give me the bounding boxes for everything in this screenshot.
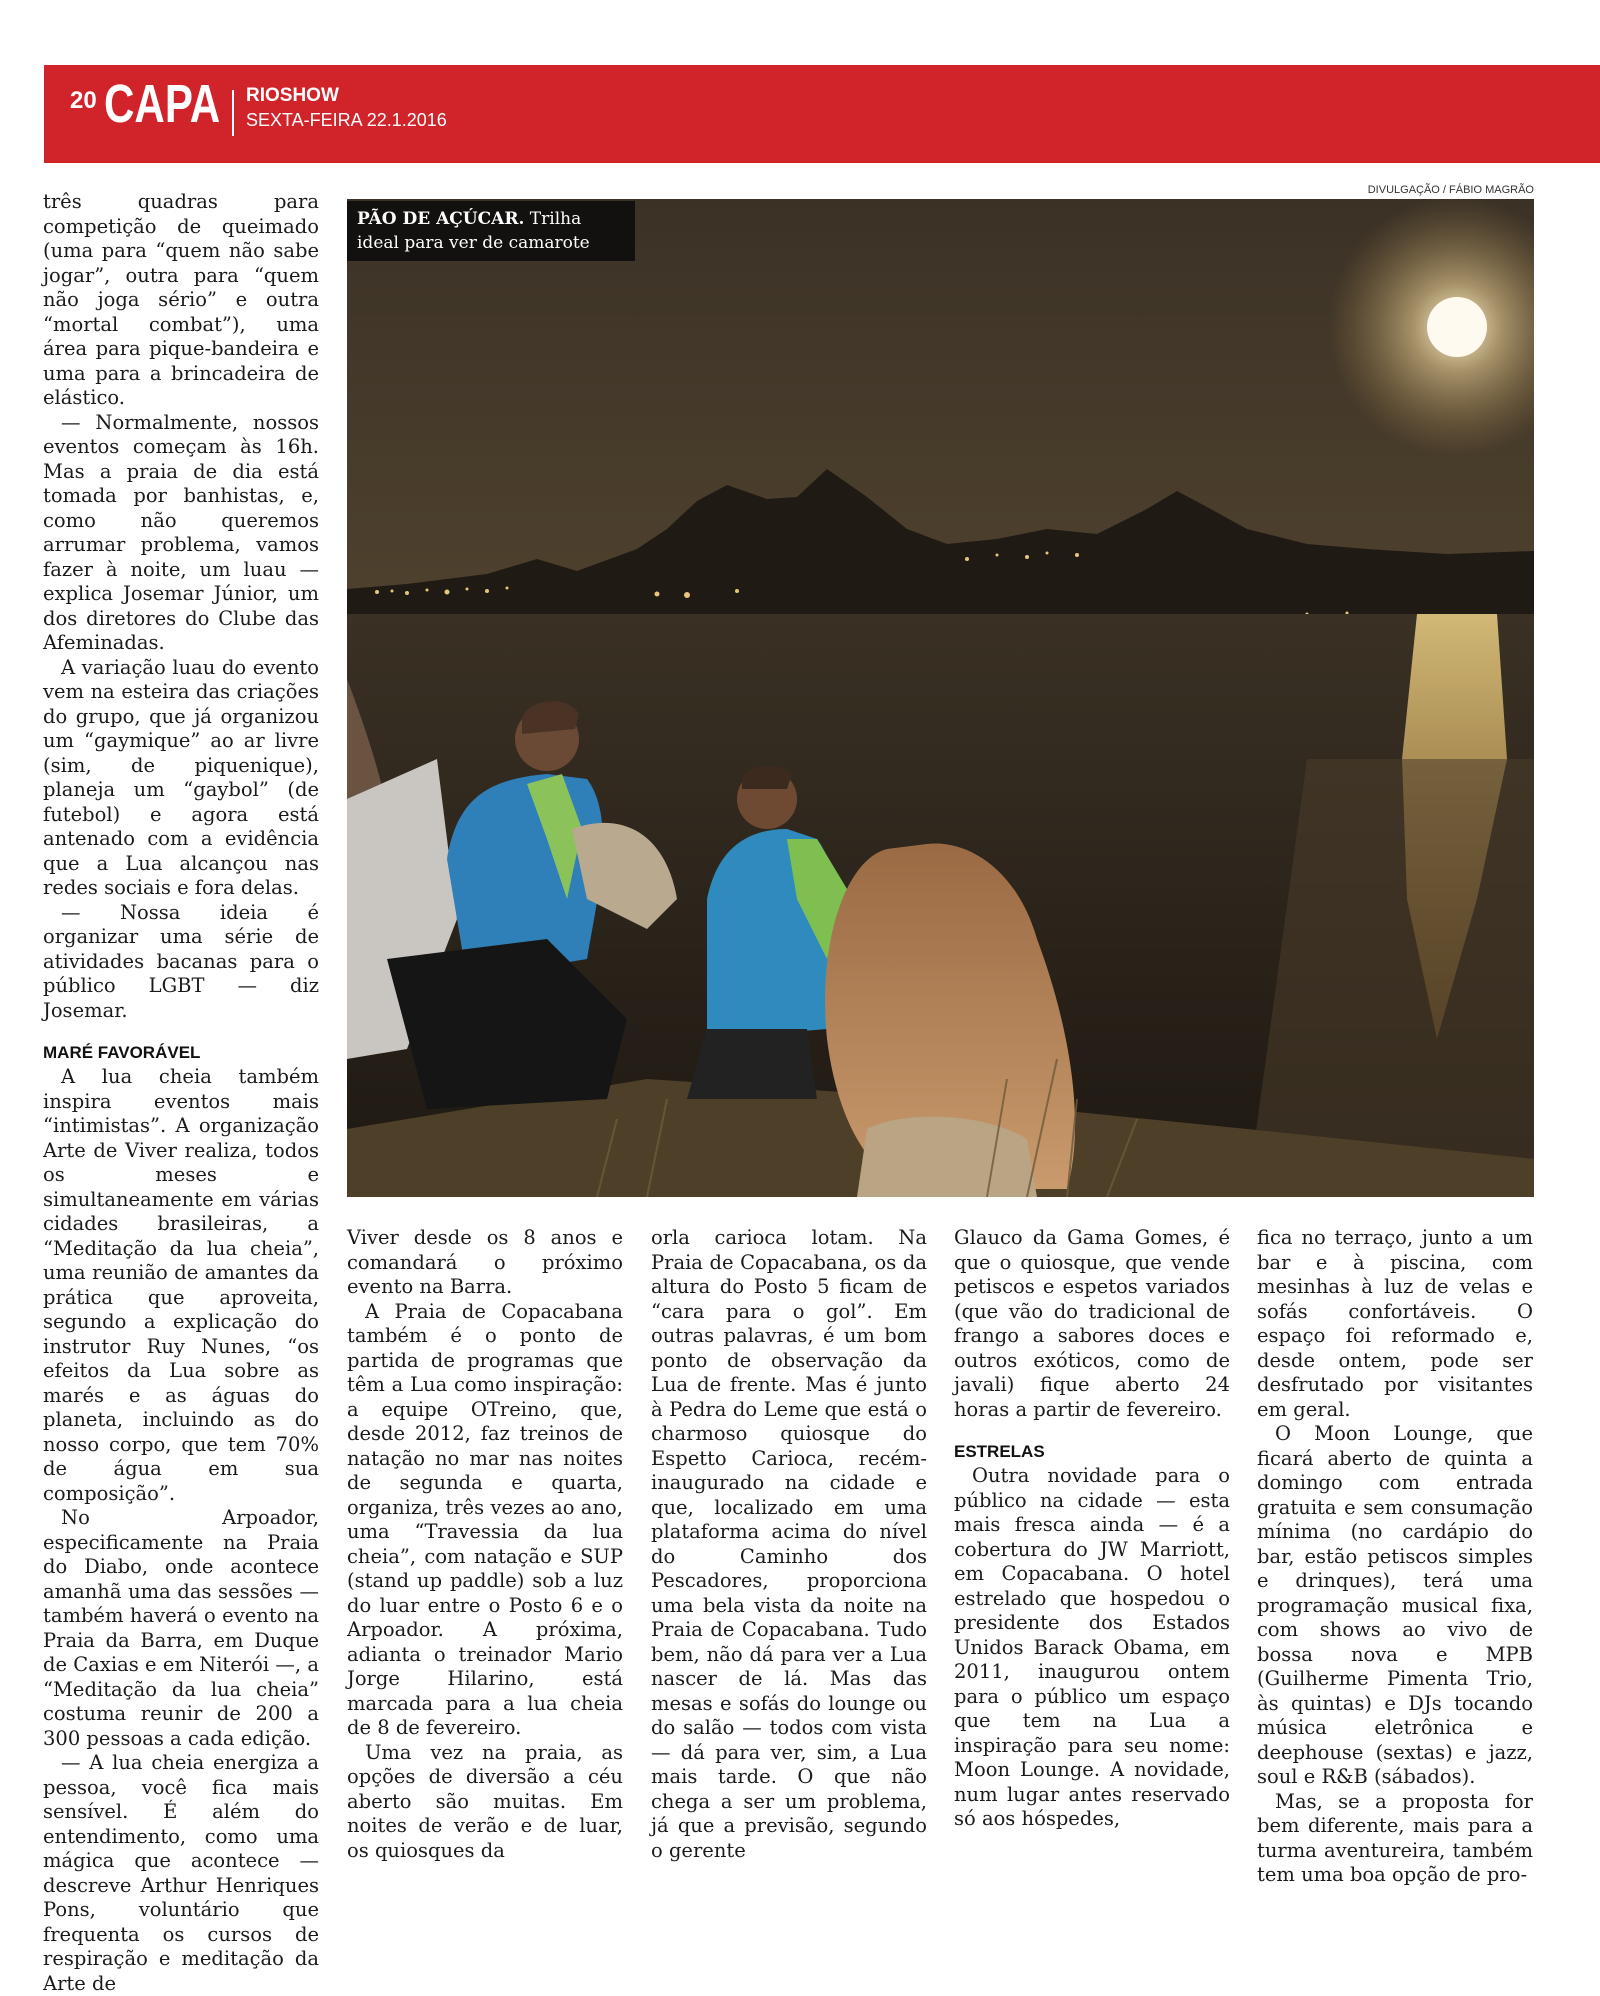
paragraph: O Moon Lounge, que ficará aberto de quinta a domingo com entrada gratuita e sem consumação mínima (no cardápio do bar, estão petiscos simples e drinques), terá uma programação musical fixa, com shows ao vivo de bossa nova e MPB (Guilherme Pimenta Trio, às quintas) e DJs tocando música eletrônica e deephouse (sextas) e jazz, soul e R&B (sábados). [1257, 1422, 1533, 1788]
paragraph: Viver desde os 8 anos e comandará o próximo evento na Barra. [347, 1226, 623, 1298]
photo-credit: DIVULGAÇÃO / FÁBIO MAGRÃO [1367, 184, 1534, 196]
article-column-2 [347, 1226, 623, 1863]
paragraph: Mas, se a proposta for bem diferente, mais para a turma aventureira, também tem uma boa opção de pro- [1257, 1789, 1533, 1886]
paragraph: — A lua cheia energiza a pessoa, você fica mais sensível. É além do entendimento, como uma mágica que acontece — descreve Arthur Henriques Pons, voluntário que frequenta os cursos de respiração e meditação da Arte de [43, 1751, 319, 1995]
article-column-3 [651, 1226, 927, 1863]
article-column-4 [954, 1226, 1230, 1832]
moonlight-photo [347, 199, 1534, 1197]
caption-text: Trilha ideal para ver de camarote [357, 209, 590, 253]
paragraph: No Arpoador, especificamente na Praia do Diabo, onde acontece amanhã uma das sessões — também haverá o evento na Praia da Barra, em Duque de Caxias e em Niterói —, a “Meditação da lua cheia” costuma reunir de 200 a 300 pessoas a cada edição. [43, 1506, 319, 1750]
paragraph: A Praia de Copacabana também é o ponto de partida de programas que têm a Lua como inspiração: a equipe OTreino, que, desde 2012, faz treinos de natação no mar nas noites de segunda e quarta, organiza, três vezes ao ano, uma “Travessia da lua cheia”, com natação e SUP (stand up paddle) sob a luz do luar entre o Posto 6 e o Arpoador. A próxima, adianta o treinador Mario Jorge Hilarino, está marcada para a lua cheia de 8 de fevereiro. [347, 1299, 623, 1739]
paragraph: Uma vez na praia, as opções de diversão a céu aberto são muitas. Em noites de verão e de luar, os quiosques da [347, 1740, 623, 1862]
paragraph: — Normalmente, nossos eventos começam às 16h. Mas a praia de dia está tomada por banhistas, e, como não queremos arrumar problema, vamos fazer à noite, um luau — explica Josemar Júnior, um dos diretores do Clube das Afeminadas. [43, 410, 319, 654]
subheading: ESTRELAS [954, 1442, 1045, 1461]
header-divider [232, 90, 234, 136]
paragraph: orla carioca lotam. Na Praia de Copacabana, os da altura do Posto 5 ficam de “cara para o gol”. Em outras palavras, é um bom ponto de observação da Lua de frente. Mas é junto à Pedra do Leme que está o charmoso quiosque do Espetto Carioca, recém-inaugurado na cidade e que, localizado em uma plataforma acima do nível do Caminho dos Pescadores, proporciona uma bela vista da noite na Praia de Copacabana. Tudo bem, não dá para ver a Lua nascer de lá. Mas das mesas e sofás do lounge ou do salão — todos com vista — dá para ver, sim, a Lua mais tarde. O que não chega a ser um problema, já que a previsão, segundo o gerente [651, 1226, 927, 1862]
section-title: CAPA [104, 74, 221, 134]
night-landscape-image [347, 199, 1534, 1197]
paragraph: três quadras para competição de queimado (uma para “quem não sabe jogar”, outra para “quem não joga sério” e outra “mortal combat”), uma área para pique-bandeira e uma para a brincadeira de elástico. [43, 190, 319, 409]
page-number: 20 [70, 87, 97, 114]
article-column-1 [43, 190, 319, 1996]
paragraph: Outra novidade para o público na cidade — esta mais fresca ainda — é a cobertura do JW Marriott, em Copacabana. O hotel estrelado que hospedou o presidente dos Estados Unidos Barack Obama, em 2011, inaugurou ontem para o público um espaço que tem na Lua a inspiração para seu nome: Moon Lounge. A novidade, num lugar antes reservado só aos hóspedes, [954, 1464, 1230, 1830]
paragraph: Glauco da Gama Gomes, é que o quiosque, que vende petiscos e espetos variados (que vão do tradicional de frango a sabores doces e outros exóticos, como de javali) fique aberto 24 horas a partir de fevereiro. [954, 1226, 1230, 1421]
photo-caption [347, 201, 635, 261]
page-header [44, 65, 1600, 163]
paragraph: A variação luau do evento vem na esteira das criações do grupo, que já organizou um “gaymique” ao ar livre (sim, de piquenique), planeja um “gaybol” (de futebol) e agora está antenado com a evidência que a Lua alcançou nas redes sociais e fora delas. [43, 655, 319, 899]
paragraph: A lua cheia também inspira eventos mais “intimistas”. A organização Arte de Viver realiza, todos os meses e simultaneamente em várias cidades brasileiras, a “Meditação da lua cheia”, uma reunião de amantes da prática que aproveita, segundo a explicação do instrutor Ruy Nunes, “os efeitos da Lua sobre as marés e as águas do planeta, incluindo as do nosso corpo, que tem 70% de água em sua composição”. [43, 1065, 319, 1505]
paragraph: fica no terraço, junto a um bar e à piscina, com mesinhas à luz de velas e sofás confortáveis. O espaço foi reformado e, desde ontem, pode ser desfrutado por visitantes em geral. [1257, 1226, 1533, 1421]
caption-lead: PÃO DE AÇÚCAR. [357, 209, 525, 229]
issue-date: SEXTA-FEIRA 22.1.2016 [246, 110, 447, 130]
paragraph: — Nossa ideia é organizar uma série de atividades bacanas para o público LGBT — diz Josemar. [43, 900, 319, 1022]
subheading: MARÉ FAVORÁVEL [43, 1043, 201, 1062]
article-column-5 [1257, 1226, 1533, 1888]
supplement-name: RIOSHOW [246, 85, 339, 106]
